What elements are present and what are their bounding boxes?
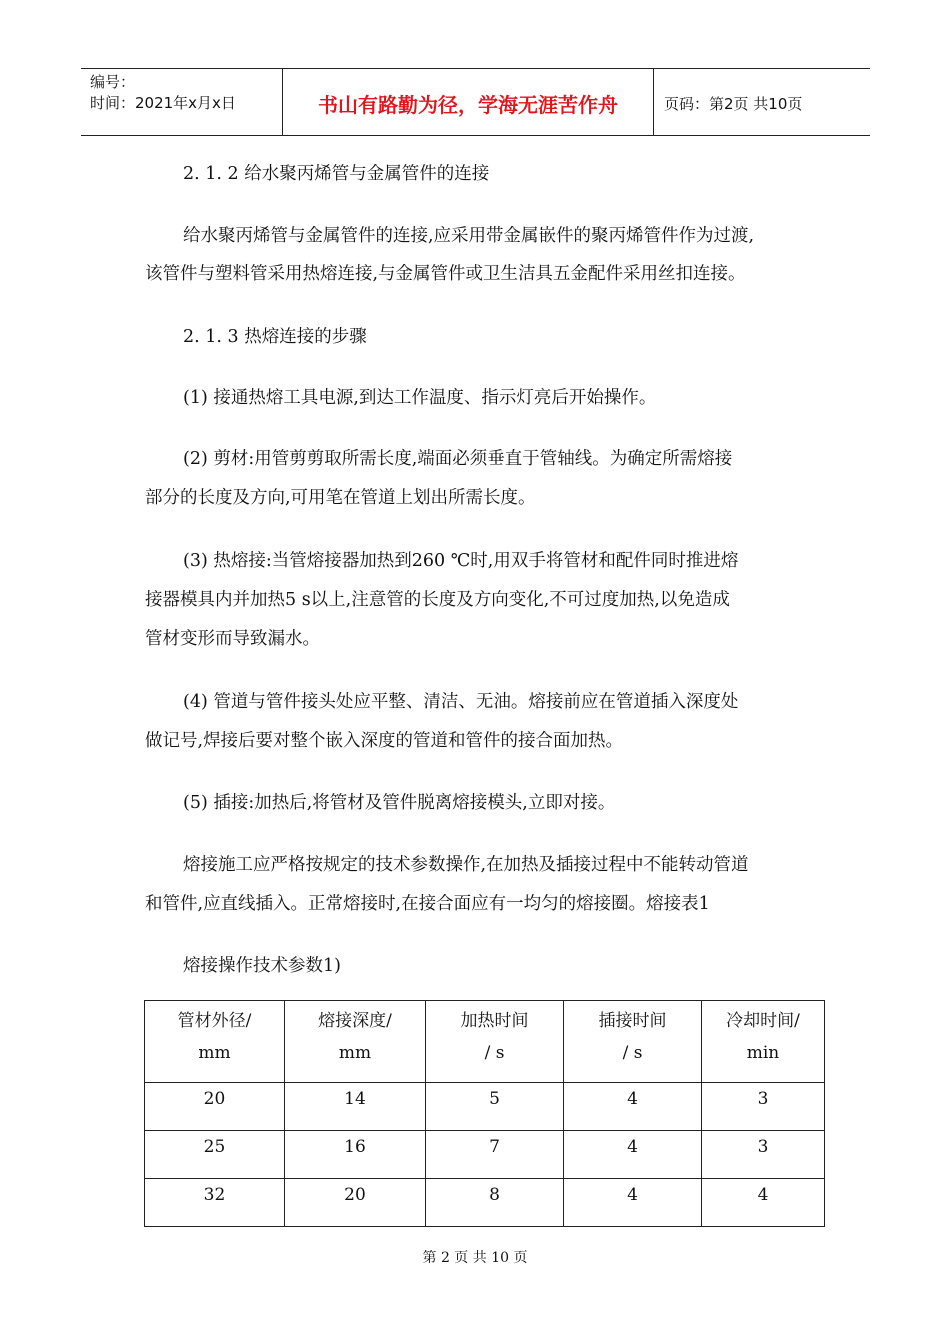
page-footer: 第 2 页 共 10 页 — [422, 1250, 528, 1266]
header-unit: min — [746, 1043, 780, 1063]
header-number-label: 编号： — [90, 73, 136, 91]
step-3-line-2: 接器模具内并加热5 s以上,注意管的长度及方向变化,不可过度加热,以免造成 — [145, 590, 730, 610]
table-header-cell — [702, 1001, 825, 1083]
header-meta — [81, 69, 283, 135]
table-cell: 20 — [145, 1083, 285, 1131]
header-line: 熔接深度/ — [318, 1011, 392, 1031]
section-heading-2-1-2: 2. 1. 2 给水聚丙烯管与金属管件的连接 — [183, 164, 490, 184]
table-cell: 20 — [285, 1179, 426, 1227]
table-cell: 32 — [145, 1179, 285, 1227]
step-5-line-1: (5) 插接:加热后,将管材及管件脱离熔接模头,立即对接。 — [183, 793, 616, 813]
header-line: 插接时间 — [598, 1011, 667, 1031]
table-header-row — [145, 1001, 825, 1083]
step-2-line-1: (2) 剪材:用管剪剪取所需长度,端面必须垂直于管轴线。为确定所需熔接 — [183, 449, 733, 469]
table-cell: 8 — [426, 1179, 564, 1227]
step-1-line-1: (1) 接通热熔工具电源,到达工作温度、指示灯亮后开始操作。 — [183, 388, 657, 408]
table-cell: 4 — [564, 1131, 702, 1179]
table-cell: 25 — [145, 1131, 285, 1179]
table-cell: 4 — [564, 1083, 702, 1131]
header-unit: mm — [198, 1043, 231, 1063]
section-heading-2-1-3: 2. 1. 3 热熔连接的步骤 — [183, 327, 367, 347]
header-unit: / s — [484, 1043, 505, 1063]
table-caption: 熔接操作技术参数1) — [183, 956, 341, 976]
paragraph-2-line-2: 和管件,应直线插入。正常熔接时,在接合面应有一均匀的熔接圈。熔接表1 — [145, 894, 710, 914]
table-cell: 5 — [426, 1083, 564, 1131]
header-line: 管材外径/ — [177, 1011, 252, 1031]
page-header — [81, 68, 870, 136]
table-cell: 7 — [426, 1131, 564, 1179]
table-header-cell — [285, 1001, 426, 1083]
header-time-label: 时间：2021年x月x日 — [90, 94, 236, 112]
header-motto: 书山有路勤为径，学海无涯苦作舟 — [283, 69, 654, 135]
table-cell: 3 — [702, 1083, 825, 1131]
paragraph-1-line-1: 给水聚丙烯管与金属管件的连接,应采用带金属嵌件的聚丙烯管件作为过渡, — [183, 226, 755, 246]
step-4-line-2: 做记号,焊接后要对整个嵌入深度的管道和管件的接合面加热。 — [145, 731, 624, 751]
header-line: 冷却时间/ — [726, 1011, 800, 1031]
parameters-table — [144, 1000, 825, 1227]
paragraph-2-line-1: 熔接施工应严格按规定的技术参数操作,在加热及插接过程中不能转动管道 — [183, 855, 749, 875]
table-cell: 3 — [702, 1131, 825, 1179]
step-3-line-3: 管材变形而导致漏水。 — [145, 629, 320, 649]
table-cell: 4 — [564, 1179, 702, 1227]
table-cell: 16 — [285, 1131, 426, 1179]
table-row — [145, 1083, 825, 1131]
step-2-line-2: 部分的长度及方向,可用笔在管道上划出所需长度。 — [145, 488, 536, 508]
paragraph-1-line-2: 该管件与塑料管采用热熔连接,与金属管件或卫生洁具五金配件采用丝扣连接。 — [145, 264, 746, 284]
header-unit: / s — [622, 1043, 643, 1063]
table-header-cell — [145, 1001, 285, 1083]
table-cell: 14 — [285, 1083, 426, 1131]
step-4-line-1: (4) 管道与管件接头处应平整、清洁、无油。熔接前应在管道插入深度处 — [183, 692, 739, 712]
table-row — [145, 1131, 825, 1179]
table-header-cell — [564, 1001, 702, 1083]
table-cell: 4 — [702, 1179, 825, 1227]
header-line: 加热时间 — [460, 1011, 529, 1031]
table-header-cell — [426, 1001, 564, 1083]
header-page-info: 页码：第2页 共10页 — [664, 94, 803, 113]
header-unit: mm — [338, 1043, 372, 1063]
step-3-line-1: (3) 热熔接:当管熔接器加热到260 ℃时,用双手将管材和配件同时推进熔 — [183, 551, 739, 571]
table-row — [145, 1179, 825, 1227]
